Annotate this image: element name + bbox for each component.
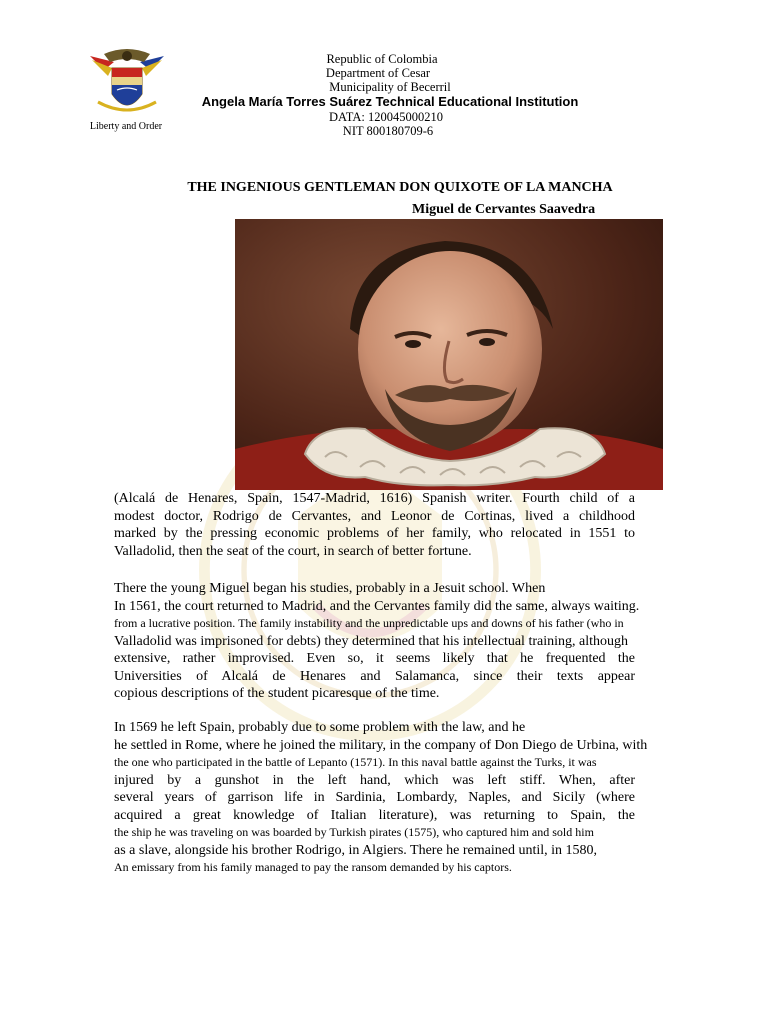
paragraph-biography-studies: [114, 580, 640, 703]
text-line: he settled in Rome, where he joined the military, in the company of Don Diego de Urbina, with: [114, 737, 648, 753]
institution-name: Angela María Torres Suárez Technical Educational Institution: [201, 94, 579, 109]
text-line: injured by a gunshot in the left hand, which was left stiff. When, after: [114, 772, 635, 788]
text-line: Valladolid, then the seat of the court, in search of better fortune.: [114, 543, 472, 559]
crest-motto: Liberty and Order: [89, 121, 163, 132]
text-line: In 1569 he left Spain, probably due to some problem with the law, and he: [114, 720, 526, 735]
header-nit: NIT 800180709-6: [342, 124, 434, 138]
text-line: the ship he was traveling on was boarded by Turkish pirates (1575), who captured him and sold him: [114, 825, 594, 839]
header-country: Republic of Colombia: [326, 52, 438, 66]
text-line: In 1561, the court returned to Madrid, and the Cervantes family did the same, always waiting.: [114, 598, 640, 614]
portrait-image: [235, 219, 663, 490]
text-line: several years of garrison life in Sardinia, Lombardy, Naples, and Sicily (where: [114, 790, 635, 805]
paragraph-biography-military: [114, 719, 648, 877]
document-title: THE INGENIOUS GENTLEMAN DON QUIXOTE OF LA MANCHA: [187, 180, 613, 195]
header-department: Department of Cesar: [325, 66, 431, 80]
coat-of-arms-icon: [84, 46, 170, 122]
document-author: Miguel de Cervantes Saavedra: [412, 202, 596, 217]
text-line: modest doctor, Rodrigo de Cervantes, and Leonor de Cortinas, lived a childhood: [114, 508, 635, 524]
header-municipality: Municipality of Becerril: [329, 80, 451, 94]
text-line: Universities of Alcalá de Henares and Salamanca, since their texts appear: [114, 668, 635, 684]
text-line: marked by the pressing economic problems of her family, who relocated in 1551 to: [114, 526, 635, 541]
text-line: (Alcalá de Henares, Spain, 1547-Madrid, 1616) Spanish writer. Fourth child of a: [114, 491, 635, 506]
header-data-code: DATA: 120045000210: [329, 110, 443, 124]
text-line: extensive, rather improvised. Even so, it seems likely that he frequented the: [114, 651, 635, 666]
text-line: as a slave, alongside his brother Rodrigo, in Algiers. There he remained until, in 1580,: [114, 842, 598, 858]
text-line: from a lucrative position. The family instability and the unpredictable ups and downs of his father (who in: [114, 616, 624, 630]
text-line: There the young Miguel began his studies, probably in a Jesuit school. When: [114, 581, 546, 596]
text-line: Valladolid was imprisoned for debts) they determined that his intellectual training, although: [114, 633, 628, 649]
text-line: copious descriptions of the student picaresque of the time.: [114, 686, 440, 701]
paragraph-biography-origins: [114, 490, 635, 560]
text-line: acquired a great knowledge of Italian literature), was returning to Spain, the: [114, 807, 635, 823]
text-line: the one who participated in the battle of Lepanto (1571). In this naval battle against the Turks, it was: [114, 755, 597, 769]
text-line: An emissary from his family managed to pay the ransom demanded by his captors.: [114, 860, 512, 874]
